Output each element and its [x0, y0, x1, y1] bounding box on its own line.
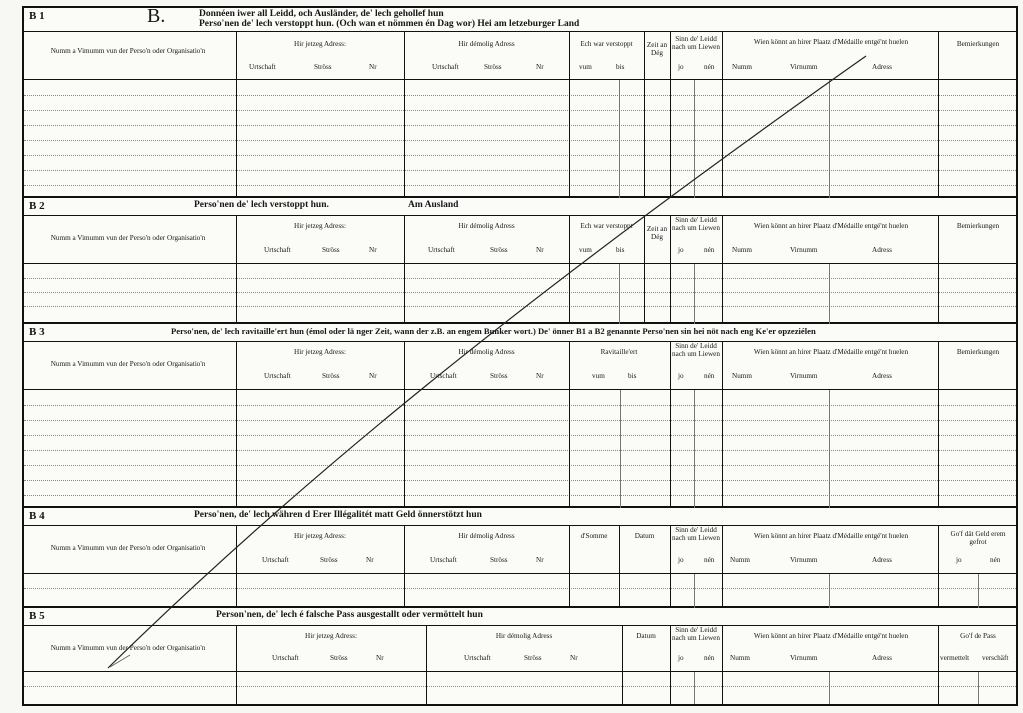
date-label: Datum: [636, 632, 656, 640]
pass-back-label: Go'f de Pass: [960, 632, 996, 640]
street-label: Ströss: [490, 556, 508, 564]
section-b2-rows: [24, 264, 1016, 324]
hidden-label: Ech war verstoppt: [580, 40, 633, 48]
medal-address-label: Adress: [872, 654, 892, 662]
medal-address-label: Adress: [872, 556, 892, 564]
place-label: Urtschaft: [464, 654, 491, 662]
street-label: Ströss: [322, 246, 340, 254]
place-label: Urtschaft: [264, 372, 291, 380]
mediated-label: vermettelt: [940, 654, 970, 662]
current-address-label: Hir jetzeg Adress:: [294, 40, 346, 48]
no-label: nén: [704, 654, 715, 662]
to-label: bis: [628, 372, 637, 380]
section-b2: [24, 198, 1016, 324]
yes-label: jo: [678, 246, 684, 254]
days-label: Zeit an Dég: [646, 225, 668, 242]
street-label: Ströss: [322, 372, 340, 380]
street-label: Ströss: [330, 654, 348, 662]
medal-address-label: Adress: [872, 63, 892, 71]
section-b3-title-bar: [24, 324, 1016, 342]
alive-label: Sinn de' Leidd nach um Liewen: [672, 216, 720, 233]
alive-label: Sinn de' Leidd nach um Liewen: [672, 342, 720, 359]
name-column-label: Numm a Vimumm vun der Perso'n oder Organisatio'n: [50, 47, 206, 55]
nr-label: Nr: [536, 556, 544, 564]
remarks-label: Bemierkungen: [956, 40, 1000, 48]
street-label: Ströss: [320, 556, 338, 564]
current-address-label: Hir jetzeg Adress:: [294, 348, 346, 356]
date-label: Datum: [634, 532, 655, 540]
medal-first-label: Virnumm: [790, 372, 818, 380]
section-b3: [24, 324, 1016, 508]
section-code: B 1: [29, 10, 45, 22]
name-column-label: Numm a Vimumm vun der Perso'n oder Organisatio'n: [50, 360, 206, 368]
remarks-label: Bemierkungen: [956, 222, 1000, 230]
nr-label: Nr: [369, 63, 377, 71]
sum-label: d'Somme: [580, 532, 608, 540]
section-code: B 5: [29, 610, 45, 622]
section-heading-line2: Perso'nen de' lech verstoppt hun. (Och wan et nömmen én Dag wor) Hei am letzeburger Land: [199, 19, 580, 29]
old-address-label: Hir démolig Adress: [495, 632, 553, 640]
section-b5: [24, 608, 1016, 704]
street-label: Ströss: [484, 63, 502, 71]
no-label: nén: [704, 556, 715, 564]
section-heading: Perso'nen, de' lech währen d Erer Illégalitét matt Geld önnerstötzt hun: [194, 510, 482, 520]
yes-label: jo: [678, 556, 684, 564]
section-heading: Person'nen, de' lech é falsche Pass ausgestallt oder vermöttelt hun: [216, 610, 483, 620]
section-b5-title-bar: [24, 608, 1016, 626]
hidden-label: Ech war verstoppt: [580, 222, 633, 230]
medal-name-label: Numm: [730, 654, 750, 662]
place-label: Urtschaft: [262, 556, 289, 564]
medal-name-label: Numm: [732, 63, 752, 71]
section-b3-rows: [24, 390, 1016, 508]
section-b1-title-bar: [24, 5, 1016, 32]
section-b1: [24, 5, 1016, 198]
section-b4-column-header: [24, 526, 1016, 574]
yes-label: jo: [678, 372, 684, 380]
section-b5-rows: [24, 672, 1016, 704]
no-label: nén: [704, 63, 715, 71]
days-label: Zeit an Dég: [646, 41, 668, 58]
medal-label: Wien könnt an hirer Plaatz d'Médaille entgé'nt huelen: [753, 222, 909, 230]
section-heading-line1: Donnéen iwer all Leidd, och Ausländer, de' lech gehollef hun: [199, 9, 444, 19]
yes-label: jo: [678, 654, 684, 662]
place-label: Urtschaft: [428, 246, 455, 254]
nr-label: Nr: [366, 556, 374, 564]
medal-name-label: Numm: [732, 246, 752, 254]
no-label: nén: [704, 372, 715, 380]
alive-label: Sinn de' Leidd nach um Liewen: [672, 35, 720, 52]
to-label: bis: [616, 63, 625, 71]
section-b1-rows: [24, 80, 1016, 198]
old-address-label: Hir démolig Adress: [458, 40, 515, 48]
street-label: Ströss: [490, 372, 508, 380]
section-b4-rows: [24, 574, 1016, 608]
street-label: Ströss: [524, 654, 542, 662]
from-label: vum: [579, 63, 592, 71]
name-column-label: Numm a Vimumm vun der Perso'n oder Organisatio'n: [50, 234, 206, 242]
nr-label: Nr: [570, 654, 578, 662]
old-address-label: Hir démolig Adress: [458, 222, 515, 230]
nr-label: Nr: [369, 246, 377, 254]
place-label: Urtschaft: [249, 63, 276, 71]
nr-label: Nr: [536, 63, 544, 71]
form-letter: B.: [147, 5, 166, 27]
section-heading: Perso'nen de' lech verstoppt hun.: [194, 200, 329, 210]
name-column-label: Numm a Vimumm vun der Perso'n oder Organisatio'n: [50, 544, 206, 552]
place-label: Urtschaft: [430, 556, 457, 564]
section-b4-title-bar: [24, 508, 1016, 526]
medal-label: Wien könnt an hirer Plaatz d'Médaille entgé'nt huelen: [753, 532, 909, 540]
medal-first-label: Virnumm: [790, 654, 818, 662]
section-heading-location: Am Ausland: [408, 200, 459, 210]
nr-label: Nr: [369, 372, 377, 380]
no-label: nén: [704, 246, 715, 254]
medal-first-label: Virnumm: [790, 246, 818, 254]
supplied-label: Ravitaille'ert: [600, 348, 638, 356]
place-label: Urtschaft: [272, 654, 299, 662]
remarks-label: Bemierkungen: [956, 348, 1000, 356]
to-label: bis: [616, 246, 625, 254]
from-label: vum: [592, 372, 605, 380]
old-address-label: Hir démolig Adress: [458, 532, 515, 540]
name-column-label: Numm a Vimumm vun der Perso'n oder Organisatio'n: [50, 644, 206, 652]
medal-address-label: Adress: [872, 372, 892, 380]
street-label: Ströss: [490, 246, 508, 254]
medal-label: Wien könnt an hirer Plaatz d'Médaille entgé'nt huelen: [753, 632, 909, 640]
medal-first-label: Virnumm: [790, 556, 818, 564]
current-address-label: Hir jetzeg Adress:: [305, 632, 357, 640]
section-code: B 4: [29, 510, 45, 522]
nr-label: Nr: [536, 246, 544, 254]
form-b-sheet: [22, 6, 1018, 706]
nr-label: Nr: [536, 372, 544, 380]
alive-label: Sinn de' Leidd nach um Liewen: [672, 626, 720, 643]
medal-address-label: Adress: [872, 246, 892, 254]
medal-name-label: Numm: [732, 372, 752, 380]
section-b2-column-header: [24, 216, 1016, 264]
section-b2-title-bar: [24, 198, 1016, 216]
nr-label: Nr: [376, 654, 384, 662]
current-address-label: Hir jetzeg Adress:: [294, 222, 346, 230]
section-b1-column-header: [24, 32, 1016, 80]
old-address-label: Hir démolig Adress: [458, 348, 515, 356]
section-code: B 3: [29, 326, 45, 338]
yes-label: jo: [956, 556, 962, 564]
place-label: Urtschaft: [430, 372, 457, 380]
no-label: nén: [990, 556, 1001, 564]
place-label: Urtschaft: [264, 246, 291, 254]
yes-label: jo: [678, 63, 684, 71]
medal-label: Wien könnt an hirer Plaatz d'Médaille entgé'nt huelen: [753, 38, 909, 46]
section-heading: Perso'nen, de' lech ravitaille'ert hun (émol oder lä nger Zeit, wann der z.B. an engem Bunker wort.) De' önner B1 a B2 genannte Perso'nen sin hei nöt nach eng Ke'er opzeziélen: [171, 326, 816, 336]
medal-label: Wien könnt an hirer Plaatz d'Médaille entgé'nt huelen: [753, 348, 909, 356]
medal-name-label: Numm: [730, 556, 750, 564]
place-label: Urtschaft: [432, 63, 459, 71]
section-b5-column-header: [24, 626, 1016, 672]
procured-label: verschäft: [982, 654, 1009, 662]
money-back-label: Go'f dät Geld erem gefrot: [950, 530, 1006, 547]
section-b4: [24, 508, 1016, 608]
current-address-label: Hir jetzeg Adress:: [294, 532, 346, 540]
alive-label: Sinn de' Leidd nach um Liewen: [672, 526, 720, 543]
medal-first-label: Virnumm: [790, 63, 818, 71]
from-label: vum: [579, 246, 592, 254]
section-code: B 2: [29, 200, 45, 212]
street-label: Ströss: [314, 63, 332, 71]
section-b3-column-header: [24, 342, 1016, 390]
